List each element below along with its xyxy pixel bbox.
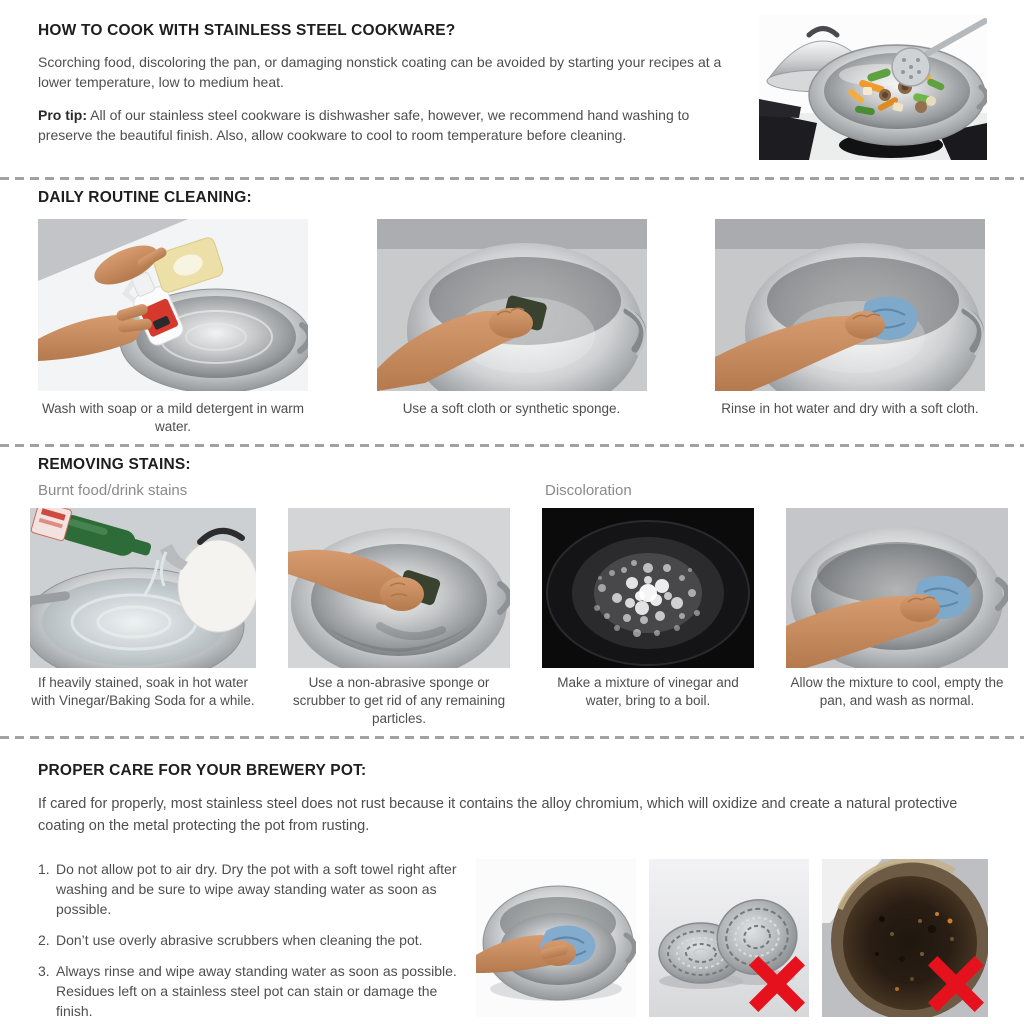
daily-cleaning-title: DAILY ROUTINE CLEANING: xyxy=(38,189,252,206)
daily-cleaning-row xyxy=(0,207,1024,436)
stain-step-2-caption: Use a non-abrasive sponge or scrubber to get rid of any remaining particles. xyxy=(292,674,506,726)
spray-detergent-photo xyxy=(38,219,308,391)
care-tip-1-text: Do not allow pot to air dry. Dry the pot with a soft towel right after washing and be sure to wipe away standing water as soon as possible. xyxy=(56,861,457,918)
daily-cleaning-section xyxy=(0,189,1024,436)
cloth-rinse-photo xyxy=(715,219,985,391)
proper-care-bottom xyxy=(0,837,1024,1024)
red-x-icon xyxy=(749,956,805,1012)
stain-step-3 xyxy=(542,508,754,728)
towel-dry-photo xyxy=(476,859,636,1017)
intro-paragraph: Scorching food, discoloring the pan, or damaging nonstick coating can be avoided by starting your recipes at a lower temperature, low to medium heat. xyxy=(38,54,722,91)
scrub-sponge-photo xyxy=(288,508,510,668)
dashed-divider xyxy=(0,444,1024,447)
boiling-vinegar-photo xyxy=(542,508,754,668)
care-photos xyxy=(476,859,988,1017)
soak-vinegar-photo xyxy=(30,508,256,668)
sponge-wash-photo xyxy=(377,219,647,391)
proper-care-section xyxy=(0,739,1024,1024)
care-tip-2-text: Don’t use overly abrasive scrubbers when cleaning the pot. xyxy=(56,932,423,949)
wipe-cool-photo xyxy=(786,508,1008,668)
discoloration-label: Discoloration xyxy=(545,481,632,499)
burnt-stains-label: Burnt food/drink stains xyxy=(38,481,188,499)
proper-care-title: PROPER CARE FOR YOUR BREWERY POT: xyxy=(38,761,367,779)
pro-tip-paragraph xyxy=(38,105,736,146)
care-tips-list xyxy=(38,859,460,1024)
intro-section xyxy=(0,0,1024,177)
daily-step-2 xyxy=(377,219,647,436)
steel-wool-photo xyxy=(649,859,809,1017)
daily-step-3-caption: Rinse in hot water and dry with a soft cloth. xyxy=(721,401,979,416)
removing-stains-section xyxy=(0,456,1024,728)
care-tip-1-number: 1. xyxy=(38,861,50,878)
stain-group-labels xyxy=(0,482,1024,504)
stain-step-3-caption: Make a mixture of vinegar and water, bring to a boil. xyxy=(557,674,739,708)
care-tip-1 xyxy=(38,859,460,919)
care-tip-2 xyxy=(38,930,460,950)
care-tip-3-number: 3. xyxy=(38,963,50,980)
daily-step-1 xyxy=(38,219,308,436)
care-tip-2-number: 2. xyxy=(38,932,50,949)
proper-care-paragraph: If cared for properly, most stainless steel does not rust because it contains the alloy chromium, which will oxidize and create a natural protective coating on the metal protecting the pot from rusting. xyxy=(38,795,958,834)
burnt-pan-photo xyxy=(822,859,988,1017)
daily-step-2-caption: Use a soft cloth or synthetic sponge. xyxy=(402,401,621,416)
removing-stains-title: REMOVING STAINS: xyxy=(38,455,191,473)
page-title: HOW TO COOK WITH STAINLESS STEEL COOKWARE? xyxy=(38,22,456,39)
daily-step-1-caption: Wash with soap or a mild detergent in warm water. xyxy=(41,401,305,434)
removing-stains-row xyxy=(0,504,1024,728)
pro-tip-label: Pro tip: xyxy=(38,106,87,123)
care-tip-3 xyxy=(38,961,460,1021)
stain-step-4 xyxy=(786,508,1008,728)
wok-stirfry-photo xyxy=(759,15,987,160)
daily-step-3 xyxy=(715,219,985,436)
care-tip-3-text: Always rinse and wipe away standing water as soon as possible. Residues left on a stainless steel pot can stain or damage the finish. xyxy=(56,963,457,1020)
stain-step-1 xyxy=(30,508,256,728)
stain-step-4-caption: Allow the mixture to cool, empty the pan, and wash as normal. xyxy=(790,674,1004,708)
dashed-divider xyxy=(0,177,1024,180)
stain-step-2 xyxy=(288,508,510,728)
red-x-icon xyxy=(928,956,984,1012)
pro-tip-text: All of our stainless steel cookware is dishwasher safe, however, we recommend hand washing to preserve the beautiful finish. Also, allow cookware to cool to room temperature before cleaning. xyxy=(38,106,690,143)
stain-step-1-caption: If heavily stained, soak in hot water with Vinegar/Baking Soda for a while. xyxy=(31,674,255,708)
